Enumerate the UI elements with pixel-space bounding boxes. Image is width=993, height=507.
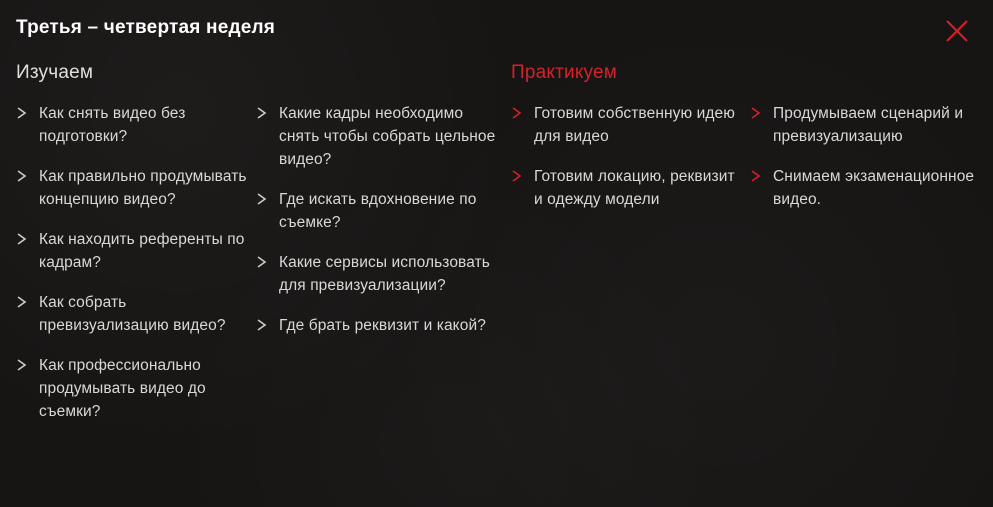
list-item-label: Снимаем экзаменационное видео.: [773, 168, 975, 208]
page-title: Третья – четвертая неделя: [16, 17, 276, 38]
list-item: [256, 314, 506, 337]
practice-list-1: [511, 102, 747, 211]
chevron-right-icon: [750, 168, 762, 184]
practice-list-2: [750, 102, 980, 211]
list-item-label: Как собрать превизуализацию видео?: [39, 294, 226, 334]
chevron-right-icon: [511, 168, 523, 184]
chevron-right-icon: [256, 191, 268, 207]
chevron-right-icon: [256, 254, 268, 270]
chevron-right-icon: [256, 105, 268, 121]
column-head-spacer: [750, 62, 980, 102]
list-item-label: Продумываем сценарий и превизуализацию: [773, 105, 964, 145]
list-item-label: Готовим локацию, реквизит и одежду модели: [534, 168, 735, 208]
chevron-right-icon: [16, 294, 28, 310]
chevron-right-icon: [16, 168, 28, 184]
list-item: [256, 188, 506, 234]
learn-column-1: [16, 62, 250, 440]
list-item-label: Какие кадры необходимо снять чтобы собрать цельное видео?: [279, 105, 496, 168]
chevron-right-icon: [16, 231, 28, 247]
list-item: [16, 354, 250, 423]
list-item-label: Как профессионально продумывать видео до съемки?: [39, 357, 206, 420]
list-item: [16, 102, 250, 148]
practice-column-2: [750, 62, 980, 228]
chevron-right-icon: [16, 105, 28, 121]
list-item: [16, 291, 250, 337]
list-item: [16, 165, 250, 211]
list-item-label: Как находить референты по кадрам?: [39, 231, 245, 271]
list-item: [256, 102, 506, 171]
list-item: [511, 165, 747, 211]
content-columns: [0, 62, 993, 502]
chevron-right-icon: [750, 105, 762, 121]
learn-list-1: [16, 102, 250, 423]
chevron-right-icon: [256, 317, 268, 333]
list-item-label: Где брать реквизит и какой?: [279, 317, 486, 334]
learn-list-2: [256, 102, 506, 337]
list-item: [511, 102, 747, 148]
close-icon-glyph: [943, 17, 971, 45]
list-item: [256, 251, 506, 297]
list-item-label: Как правильно продумывать концепцию видео?: [39, 168, 247, 208]
list-item-label: Где искать вдохновение по съемке?: [279, 191, 477, 231]
close-icon[interactable]: [943, 17, 971, 45]
list-item: [750, 102, 980, 148]
list-item: [16, 228, 250, 274]
list-item: [750, 165, 980, 211]
chevron-right-icon: [511, 105, 523, 121]
learn-section-heading: Изучаем: [16, 62, 94, 83]
learn-column-2: [256, 62, 506, 354]
chevron-right-icon: [16, 357, 28, 373]
practice-column-1: [511, 62, 747, 228]
list-item-label: Какие сервисы использовать для превизуализации?: [279, 254, 490, 294]
list-item-label: Готовим собственную идею для видео: [534, 105, 735, 145]
list-item-label: Как снять видео без подготовки?: [39, 105, 186, 145]
column-head-spacer: [256, 62, 506, 102]
practice-section-heading: Практикуем: [511, 62, 618, 83]
